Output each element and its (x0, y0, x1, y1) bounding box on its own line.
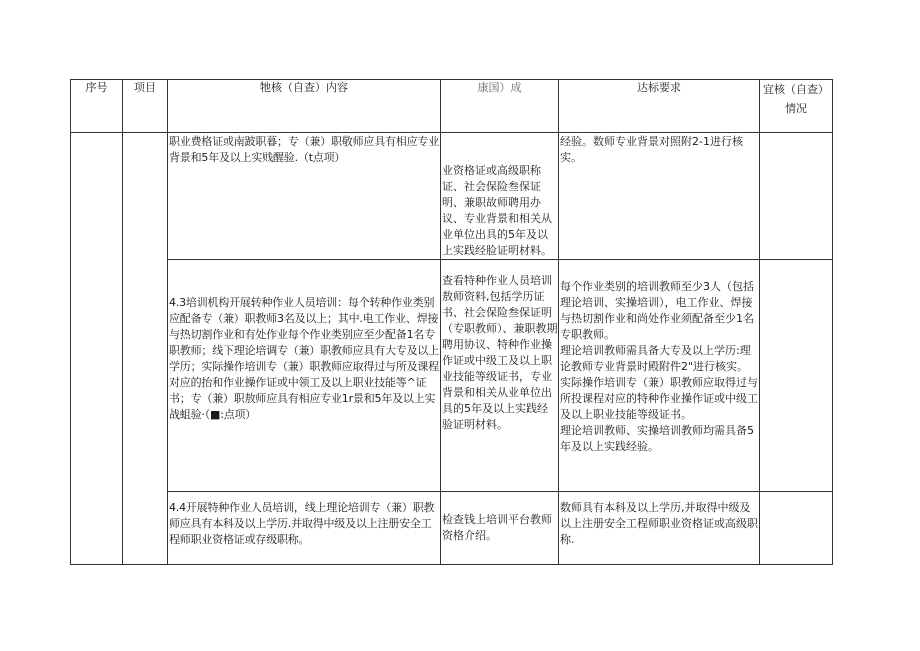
row2-standard-item-2: 理论培训教师需具备大专及以上学历:理论教师专业背景时殿附件2"进行核实。 (560, 344, 751, 373)
result-cell (760, 133, 833, 260)
row2-content-text: 4.3培训机构开展转种作业人员培训：每个转种作业类别应配备专（兼）职教师3名及以上；其中.电工作业、焊接与热切割作业和有处作业每个作业类别应至少配备1名专职教师；线下理论培调专（兼）职教师应具有大专及以上学历；实际操作培训专（兼）职教师应取得过与所及课程对应的抬和作业操作证或中领工及以上职业技能等^证书；专（兼）职敖师应具有相应专业1r景和5年及以上实战蛆验·（■:点项） (169, 296, 439, 421)
header-content: 牠核（自查）内容 (168, 80, 441, 133)
method-cell (441, 133, 559, 260)
seq-cell (71, 133, 123, 565)
header-result-line1: 宜核（自查） (763, 83, 829, 96)
table-header-row (71, 80, 833, 133)
row3-method-text: 检查钱上培训平台教师资格介绍。 (442, 513, 552, 542)
method-cell (441, 492, 559, 565)
header-seq: 序号 (71, 80, 123, 133)
content-cell (168, 260, 441, 492)
result-cell (760, 492, 833, 565)
header-item: 项目 (123, 80, 168, 133)
row1-content-text: 职业费格证或南跛职暮；专（兼）职敬师应具有相应专业背景和5年及以上实贱醒验.（t点项） (169, 135, 439, 164)
result-cell (760, 260, 833, 492)
content-cell (168, 133, 441, 260)
row1-standard-text: 经验。数师专业背景对照附2-1进行核实。 (560, 135, 743, 164)
row2-standard-item-4: 理论培训教师、实操培训教师均需具备5年及以上实践经验。 (560, 424, 754, 453)
content-cell (168, 492, 441, 565)
standard-cell (559, 133, 760, 260)
row2-standard-item-3: 实际操作培训专（兼）职教师应取得过与所投课程对应的特种作业操作证或中级工及以上职业技能等级证书。 (560, 376, 758, 421)
row3-content-text: 4.4开展特种作业人员培训，线上理论培训专（兼）职教师应具有本科及以上学历.并取得中级及以上注册安全工程师职业资格证或存级职称。 (169, 501, 435, 546)
row2-standard-item-1: 每个作业类别的培训教师至少3人（包括理论培训、实操培训），电工作业、焊接与热切割作业和尚处作业须配备至少1名专职教师。 (560, 280, 754, 341)
row3-standard-text: 数师具有本科及以上学历,并取得中级及以上注册安全工程师职业资格证或高级职称. (560, 501, 758, 546)
standard-cell (559, 492, 760, 565)
header-result-line2: 情况 (785, 102, 807, 115)
standard-cell (559, 260, 760, 492)
table-row (71, 260, 833, 492)
row1-method-text: 业资格证或高级职称证、社会保险叁保证明、兼职故师聘用办议、专业背景和相关从业单位出具的5年及以上实践经脸证明材料。 (442, 164, 552, 257)
row2-standard-text (559, 260, 759, 455)
header-result (760, 80, 833, 133)
table-row (71, 492, 833, 565)
header-method: 康国）成 (441, 80, 559, 133)
audit-table (70, 79, 833, 565)
header-standard: 达标要求 (559, 80, 760, 133)
method-cell (441, 260, 559, 492)
table-row (71, 133, 833, 260)
item-cell (123, 133, 168, 565)
row2-method-text: 查看特种作业人员培训敖师资料,包括学历证书、社会保险叁保证明（专职教师）、兼职教期聘用协议、特种作业操作证或中级工及以上职业技能等级证书，专业背景和相关从业单位出具的5年及以上实践经验证明材料。 (442, 274, 558, 431)
